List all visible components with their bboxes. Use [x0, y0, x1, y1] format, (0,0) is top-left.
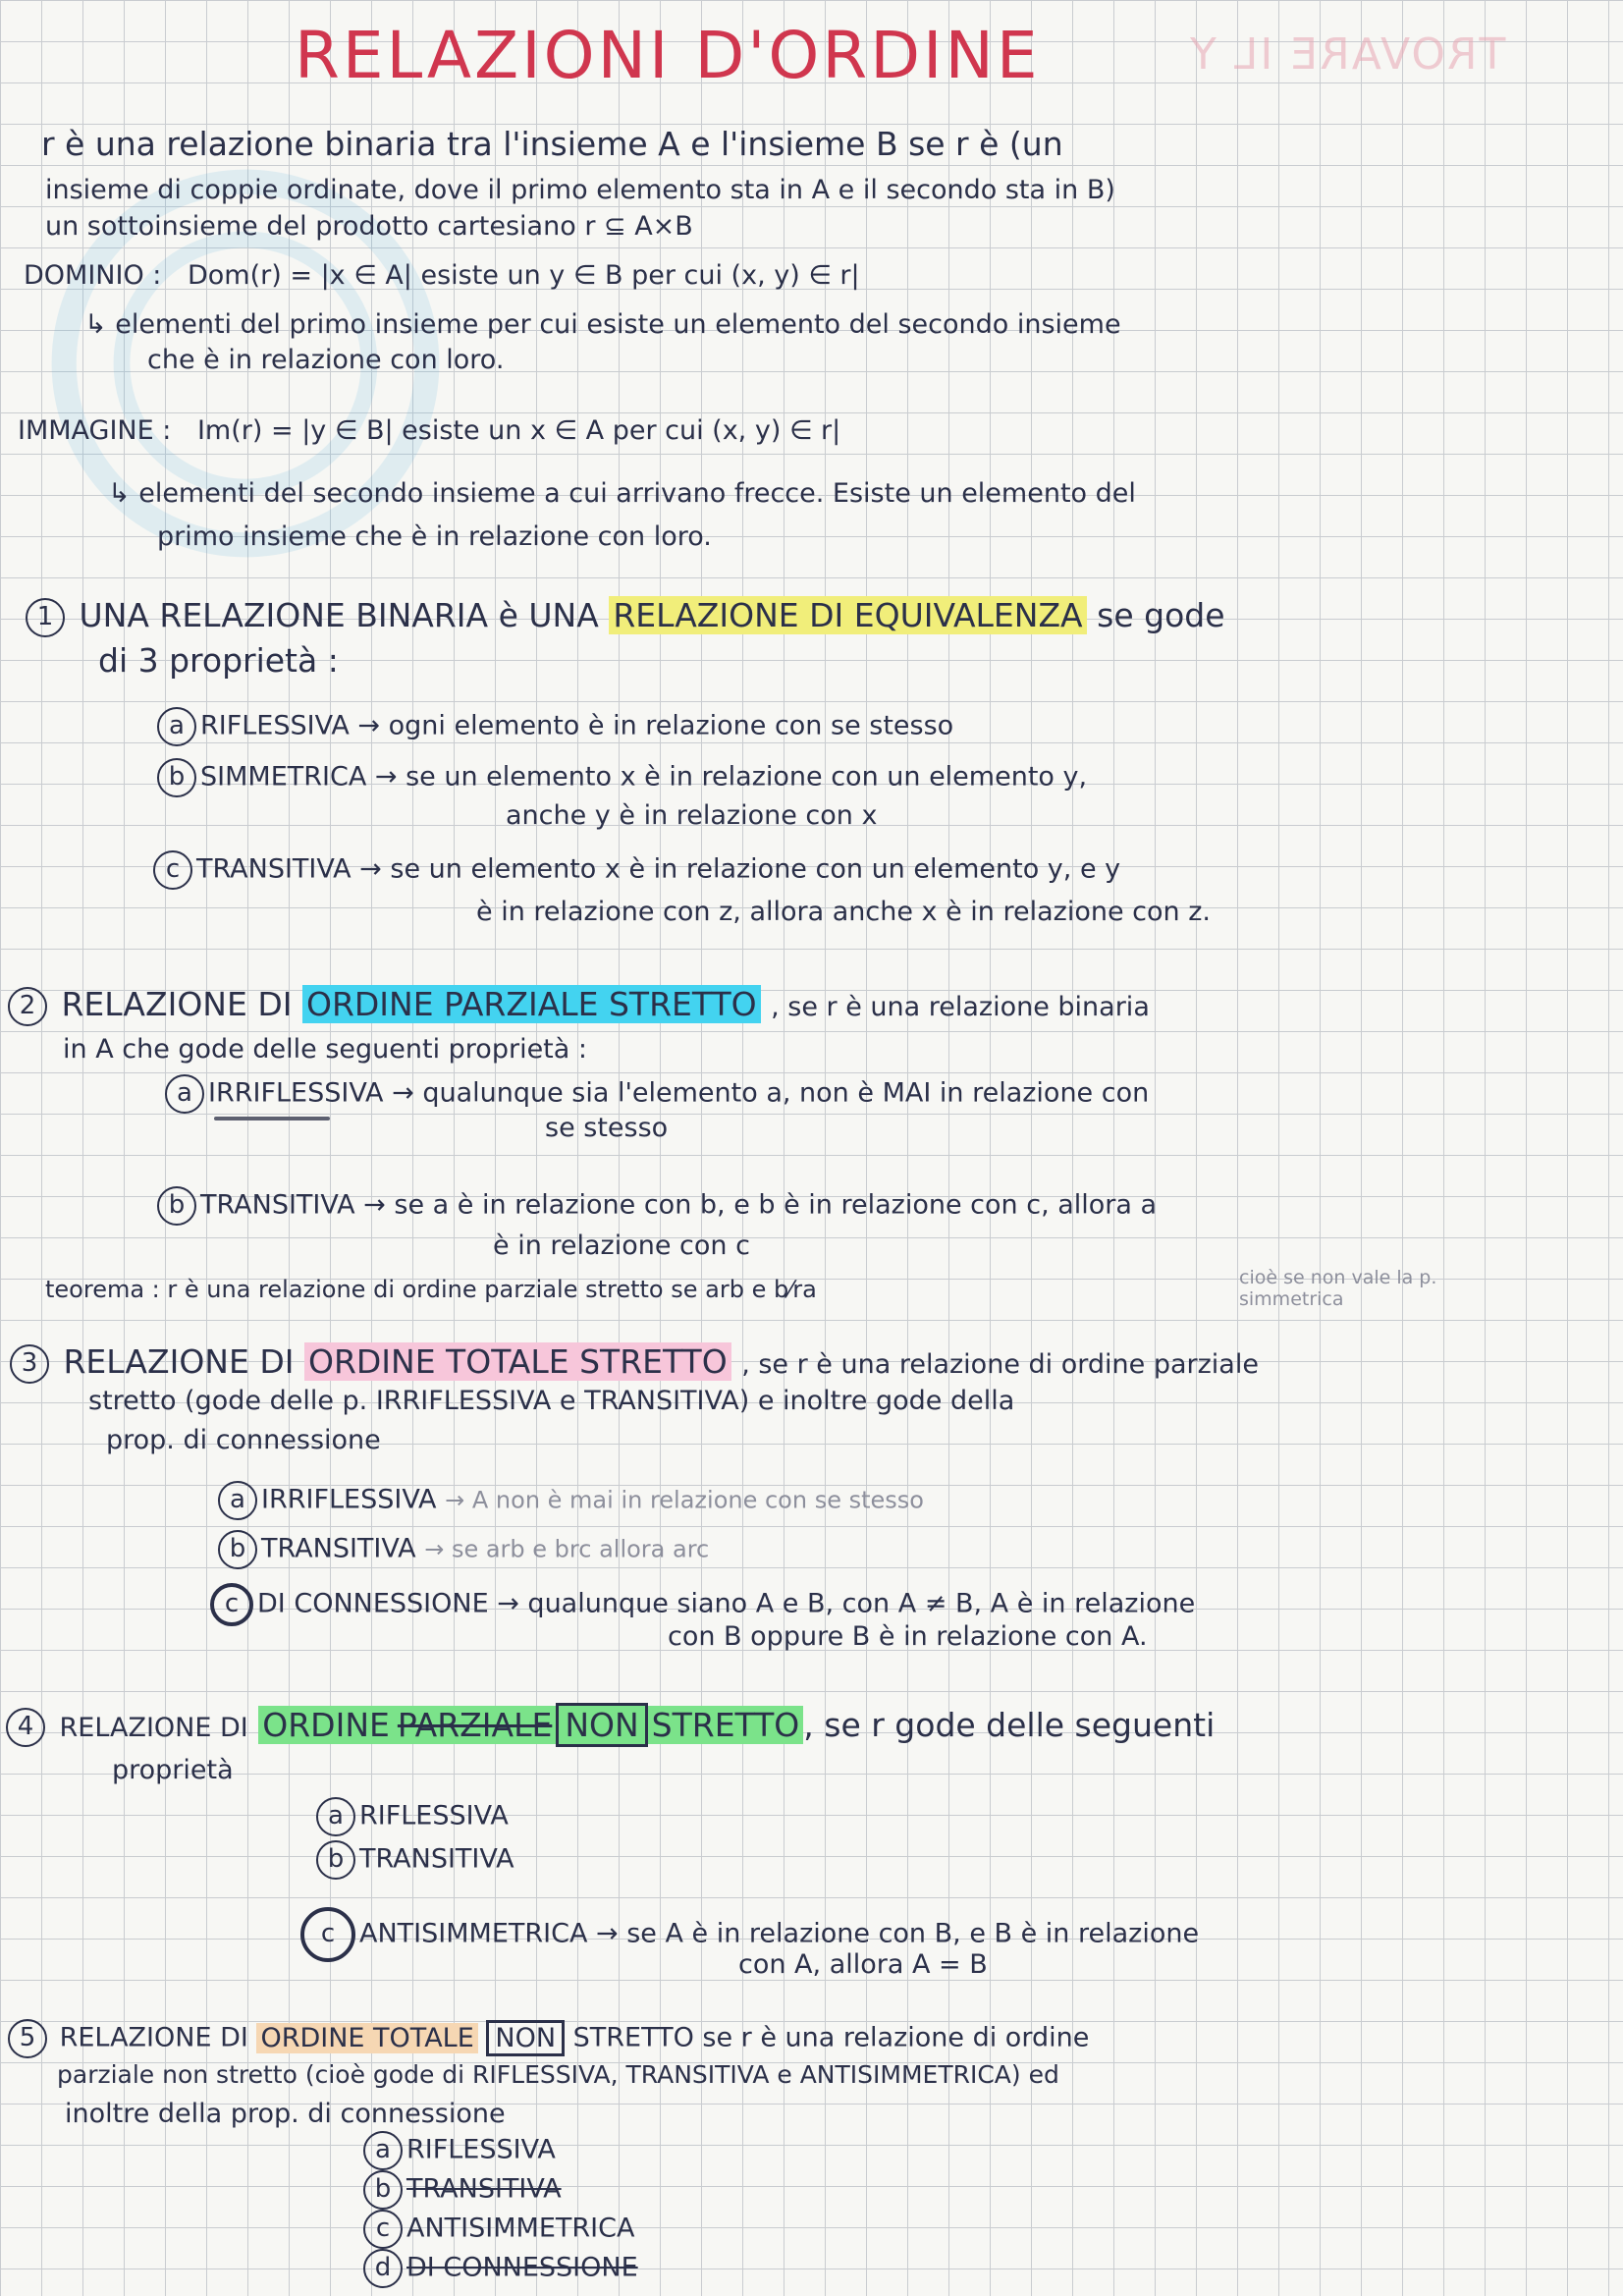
s2-number: 2	[8, 987, 47, 1026]
s3-b-text: TRANSITIVA	[261, 1533, 416, 1564]
s3-b-note: → se arb e brc allora arc	[424, 1535, 710, 1563]
s4-hl-1: ORDINE	[258, 1706, 394, 1744]
s4-c-text-2: con A, allora A = B	[738, 1949, 988, 1980]
dominio-formula: Dom(r) = |x ∈ A| esiste un y ∈ B per cui (x, y) ∈ r|	[188, 260, 860, 291]
s1-c-text-1: TRANSITIVA → se un elemento x è in relazione con un elemento y, e y	[196, 853, 1121, 885]
s2-highlight: ORDINE PARZIALE STRETTO	[302, 985, 761, 1023]
s1-post: se gode	[1097, 596, 1225, 634]
s5-line-3: inoltre della prop. di connessione	[65, 2099, 506, 2129]
s3-highlight: ORDINE TOTALE STRETTO	[304, 1342, 731, 1381]
s5-post: STRETTO se r è una relazione di ordine	[572, 2022, 1090, 2053]
s2-a-letter: a	[165, 1074, 204, 1114]
s1-prop-a	[157, 707, 953, 746]
s3-b-letter: b	[218, 1530, 257, 1569]
s4-hl-3: STRETTO	[648, 1706, 804, 1744]
intro-line-2: insieme di coppie ordinate, dove il primo elemento sta in A e il secondo sta in B)	[45, 175, 1115, 205]
s1-prop-c	[153, 850, 1120, 890]
s3-post: , se r è una relazione di ordine parziale	[741, 1349, 1259, 1380]
s2-heading	[8, 986, 1150, 1026]
s4-c-letter: c	[300, 1907, 355, 1962]
s3-prop-a	[218, 1481, 924, 1520]
s2-a-text-1: IRRIFLESSIVA → qualunque sia l'elemento a, non è MAI in relazione con	[208, 1077, 1150, 1109]
s4-prop-b	[316, 1840, 514, 1880]
s5-d-letter: d	[363, 2249, 403, 2288]
s1-c-text-2: è in relazione con z, allora anche x è in relazione con z.	[476, 897, 1211, 927]
s5-d-text: DI CONNESSIONE	[406, 2252, 638, 2283]
s2-b-text-2: è in relazione con c	[493, 1230, 750, 1261]
s5-number: 5	[8, 2019, 47, 2058]
s5-prop-a	[363, 2131, 556, 2170]
s3-prop-b	[218, 1530, 709, 1569]
s1-c-letter: c	[153, 850, 192, 890]
s5-boxed: NON	[486, 2020, 565, 2056]
immagine-formula: Im(r) = |y ∈ B| esiste un x ∈ A per cui (x, y) ∈ r|	[196, 415, 841, 446]
s1-b-text-1: SIMMETRICA → se un elemento x è in relazione con un elemento y,	[200, 761, 1088, 793]
immagine-block	[18, 412, 840, 450]
s2-b-text-1: TRANSITIVA → se a è in relazione con b, e b è in relazione con c, allora a	[200, 1189, 1158, 1221]
s4-heading	[6, 1707, 1215, 1747]
s3-a-text: IRRIFLESSIVA	[261, 1484, 437, 1515]
s5-heading	[8, 2019, 1089, 2058]
s1-a-letter: a	[157, 707, 196, 746]
s3-a-note: → A non è mai in relazione con se stesso	[445, 1486, 924, 1514]
s1-b-text-2: anche y è in relazione con x	[506, 800, 878, 831]
s1-heading	[26, 597, 1225, 637]
s2-prop-b	[157, 1186, 1157, 1226]
s2-prop-a	[165, 1074, 1149, 1114]
s1-highlight: RELAZIONE DI EQUIVALENZA	[609, 596, 1086, 634]
s5-c-letter: c	[363, 2210, 403, 2249]
s4-b-text: TRANSITIVA	[359, 1843, 514, 1875]
s2-note: cioè se non vale la p. simmetrica	[1239, 1267, 1437, 1310]
s2-b-letter: b	[157, 1186, 196, 1226]
s4-post: , se r gode delle seguenti	[803, 1706, 1216, 1744]
s3-pre: RELAZIONE DI	[63, 1342, 295, 1381]
s5-a-letter: a	[363, 2131, 403, 2170]
dominio-note-1: ↳ elementi del primo insieme per cui esiste un elemento del secondo insieme	[84, 309, 1121, 340]
s4-c-text-1: ANTISIMMETRICA → se A è in relazione con B, e B è in relazione	[359, 1918, 1200, 1949]
s3-c-text-1: DI CONNESSIONE → qualunque siano A e B, con A ≠ B, A è in relazione	[257, 1588, 1196, 1619]
s3-c-text-2: con B oppure B è in relazione con A.	[668, 1621, 1148, 1652]
intro-line-3: un sottoinsieme del prodotto cartesiano r ⊆ A×B	[45, 211, 693, 242]
s4-hl-2: PARZIALE	[394, 1706, 556, 1744]
s4-b-letter: b	[316, 1840, 355, 1880]
s2-pre: RELAZIONE DI	[61, 985, 293, 1023]
s4-prop-a	[316, 1797, 509, 1836]
dominio-block	[24, 257, 860, 295]
page-title: RELAZIONI D'ORDINE	[295, 18, 1041, 93]
s4-number: 4	[6, 1708, 45, 1747]
s4-a-letter: a	[316, 1797, 355, 1836]
s3-c-letter: c	[210, 1583, 253, 1626]
s2-teorema: teorema : r è una relazione di ordine parziale stretto se arb e b⁄ra	[45, 1276, 817, 1303]
s5-prop-b	[363, 2170, 562, 2210]
s4-pre: RELAZIONE DI	[59, 1713, 248, 1743]
s5-prop-d	[363, 2249, 638, 2288]
immagine-label: IMMAGINE :	[18, 415, 172, 446]
s4-line-2: proprietà	[112, 1755, 234, 1785]
s2-post: , se r è una relazione binaria	[771, 992, 1150, 1022]
s3-number: 3	[10, 1344, 49, 1384]
s4-boxed: NON	[556, 1703, 647, 1747]
s5-highlight: ORDINE TOTALE	[256, 2023, 477, 2053]
s3-heading	[10, 1343, 1259, 1384]
s2-line-2: in A che gode delle seguenti proprietà :	[63, 1034, 587, 1065]
s1-b-letter: b	[157, 758, 196, 797]
s1-line-2: di 3 proprietà :	[98, 641, 339, 680]
s5-line-2: parziale non stretto (cioè gode di RIFLESSIVA, TRANSITIVA e ANTISIMMETRICA) ed	[57, 2060, 1059, 2089]
s5-a-text: RIFLESSIVA	[406, 2134, 556, 2165]
bleed-through-text: TROVARE IL Y	[1187, 29, 1505, 80]
s3-line-2: stretto (gode delle p. IRRIFLESSIVA e TRANSITIVA) e inoltre gode della	[88, 1386, 1015, 1416]
s1-prop-b	[157, 758, 1087, 797]
s2-a-text-2: se stesso	[545, 1113, 669, 1143]
dominio-label: DOMINIO :	[24, 260, 162, 291]
intro-line-1: r è una relazione binaria tra l'insieme A e l'insieme B se r è (un	[41, 125, 1063, 163]
immagine-note-1: ↳ elementi del secondo insieme a cui arrivano frecce. Esiste un elemento del	[108, 478, 1136, 509]
s3-line-3: prop. di connessione	[106, 1425, 381, 1455]
s2-underline	[214, 1117, 330, 1121]
s5-c-text: ANTISIMMETRICA	[406, 2213, 635, 2244]
s1-a-text: RIFLESSIVA → ogni elemento è in relazione con se stesso	[200, 710, 954, 741]
s5-b-letter: b	[363, 2170, 403, 2210]
immagine-note-2: primo insieme che è in relazione con loro.	[157, 521, 712, 552]
s5-pre: RELAZIONE DI	[59, 2022, 248, 2053]
s1-number: 1	[26, 598, 65, 637]
s4-a-text: RIFLESSIVA	[359, 1800, 509, 1831]
s3-a-letter: a	[218, 1481, 257, 1520]
s5-b-text: TRANSITIVA	[406, 2173, 562, 2205]
s5-prop-c	[363, 2210, 634, 2249]
dominio-note-2: che è in relazione con loro.	[147, 345, 505, 375]
s1-pre: UNA RELAZIONE BINARIA è UNA	[79, 596, 599, 634]
